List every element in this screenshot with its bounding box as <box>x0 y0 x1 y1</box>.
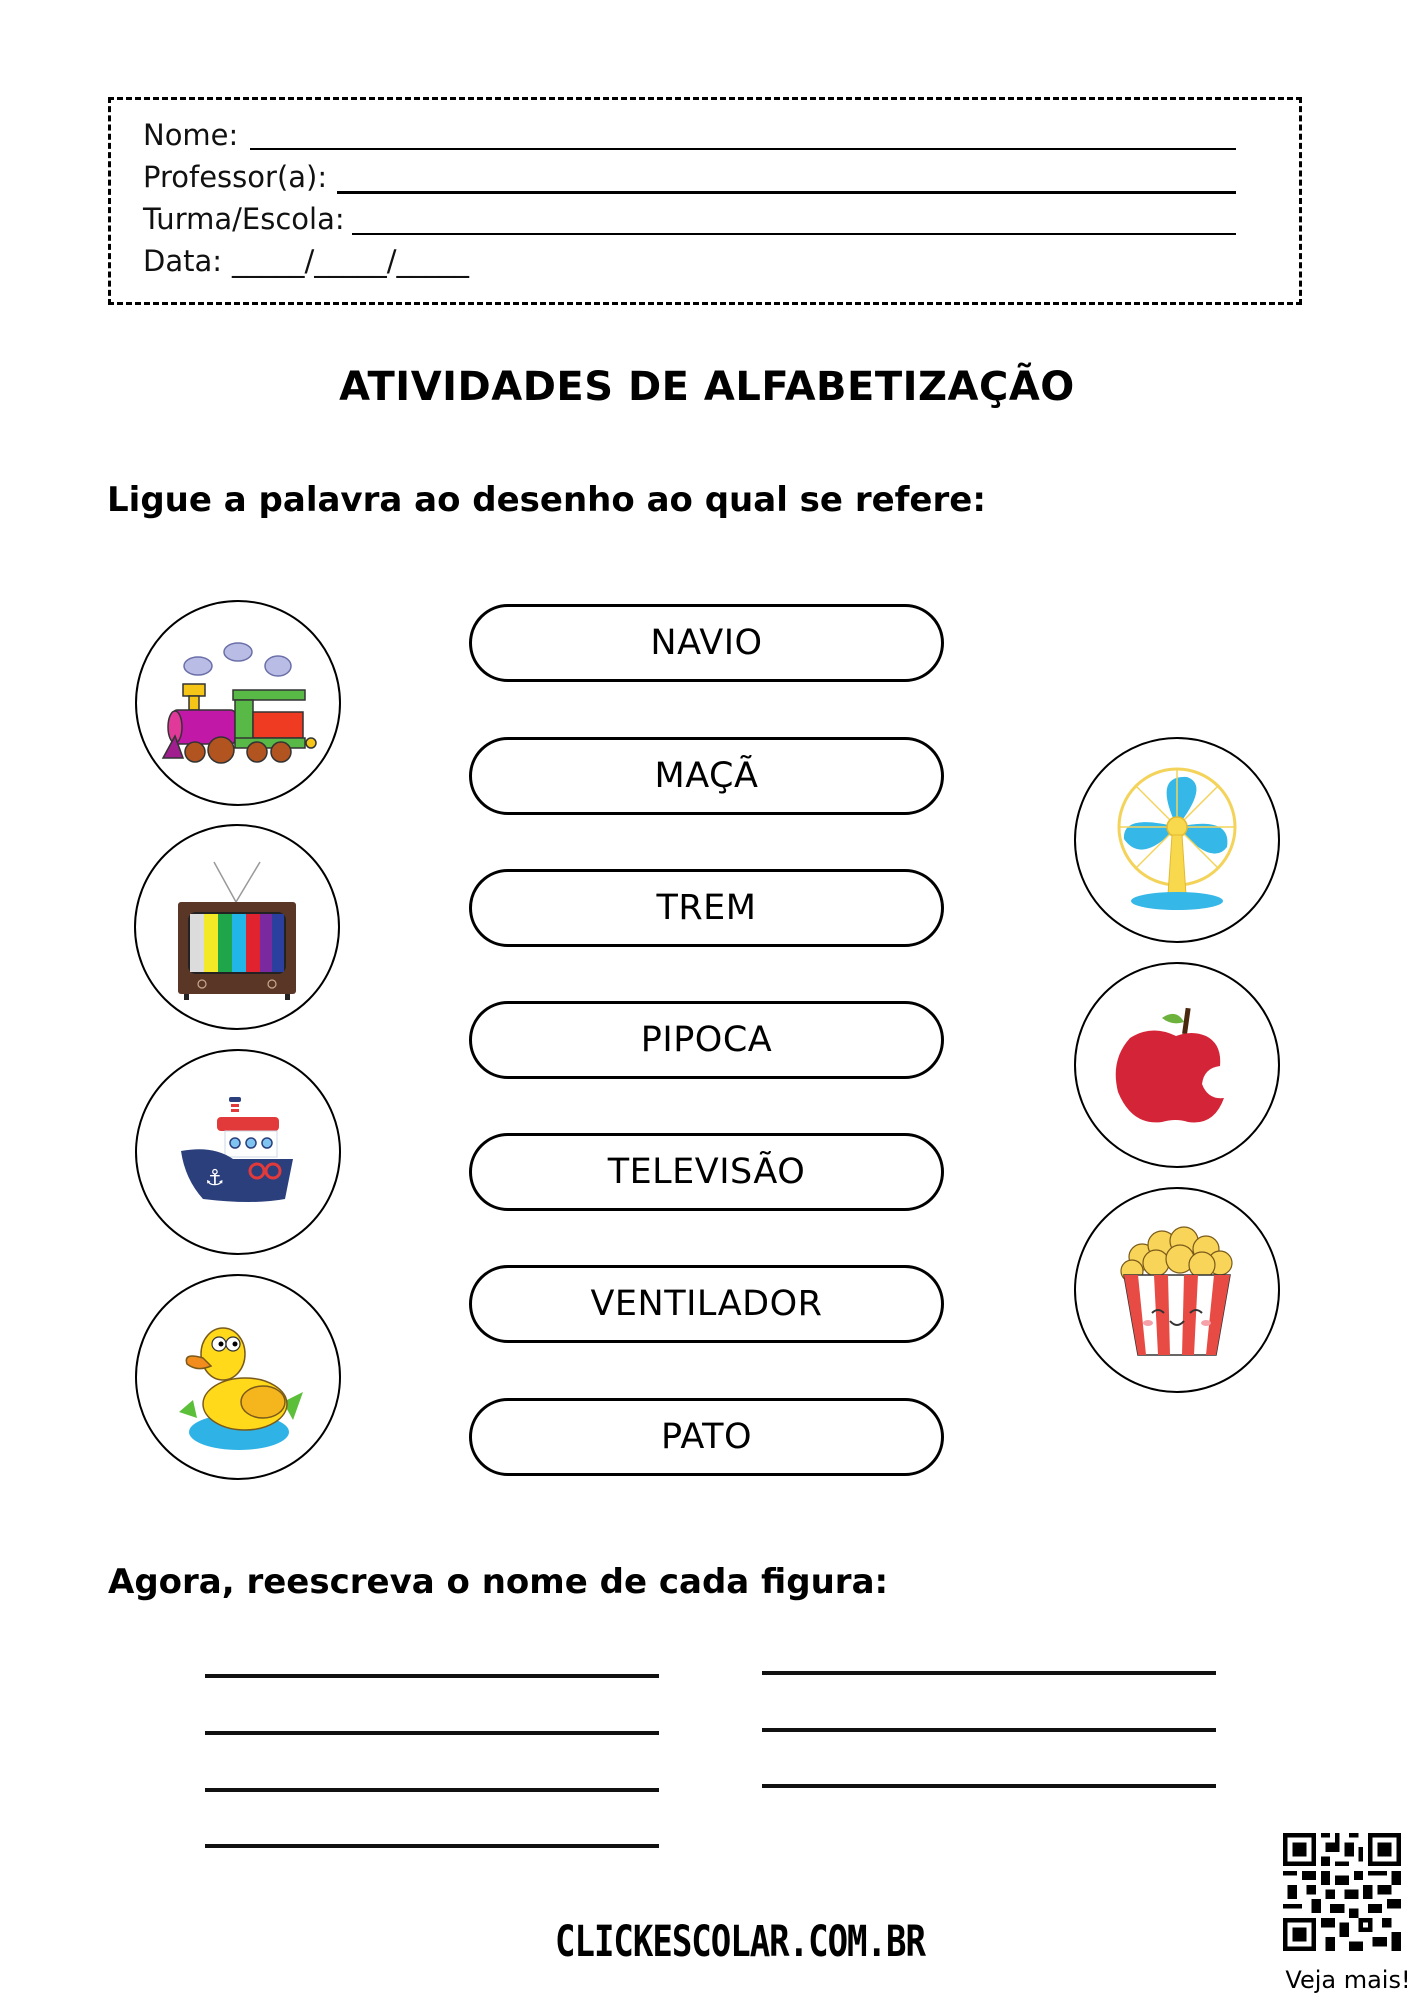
train-icon <box>153 618 323 788</box>
class-school-field-label: Turma/Escola: <box>143 202 345 236</box>
word-pill-pato[interactable]: PATO <box>469 1398 944 1476</box>
qr-caption: Veja mais! <box>1285 1966 1411 1994</box>
word-pill-televisao[interactable]: TELEVISÃO <box>469 1133 944 1211</box>
teacher-field-line[interactable] <box>337 191 1236 194</box>
answer-line-3[interactable] <box>205 1788 659 1792</box>
word-pill-ventilador[interactable]: VENTILADOR <box>469 1265 944 1343</box>
name-field-line[interactable] <box>250 148 1236 150</box>
name-field-label: Nome: <box>143 118 239 152</box>
date-field[interactable] <box>143 239 469 279</box>
ship-icon <box>153 1067 323 1237</box>
popcorn-icon <box>1092 1205 1262 1375</box>
picture-circle-popcorn[interactable] <box>1074 1187 1280 1393</box>
page-title: ATIVIDADES DE ALFABETIZAÇÃO <box>339 364 1075 410</box>
answer-line-1[interactable] <box>205 1674 659 1678</box>
answer-line-4[interactable] <box>205 1844 659 1848</box>
apple-icon <box>1092 980 1262 1150</box>
word-pill-maca[interactable]: MAÇÃ <box>469 737 944 815</box>
answer-line-6[interactable] <box>762 1728 1216 1732</box>
class-school-field-line[interactable] <box>352 233 1236 235</box>
picture-circle-fan[interactable] <box>1074 737 1280 943</box>
answer-line-5[interactable] <box>762 1671 1216 1675</box>
answer-line-7[interactable] <box>762 1784 1216 1788</box>
word-pill-navio[interactable]: NAVIO <box>469 604 944 682</box>
picture-circle-apple[interactable] <box>1074 962 1280 1168</box>
date-field-blanks[interactable]: _____/_____/_____ <box>232 244 470 278</box>
television-icon <box>152 842 322 1012</box>
qr-code-icon[interactable] <box>1283 1832 1401 1952</box>
date-field-label: Data: <box>143 244 223 278</box>
word-pill-pipoca[interactable]: PIPOCA <box>469 1001 944 1079</box>
answer-line-2[interactable] <box>205 1731 659 1735</box>
picture-circle-duck[interactable] <box>135 1274 341 1480</box>
teacher-field-label: Professor(a): <box>143 160 328 194</box>
fan-icon <box>1092 755 1262 925</box>
picture-circle-television[interactable] <box>134 824 340 1030</box>
rewrite-instruction: Agora, reescreva o nome de cada figura: <box>108 1562 889 1602</box>
site-brand-link[interactable]: CLICKESCOLAR.COM.BR <box>555 1917 925 1967</box>
picture-circle-train[interactable] <box>135 600 341 806</box>
duck-icon <box>153 1292 323 1462</box>
word-pill-trem[interactable]: TREM <box>469 869 944 947</box>
match-instruction: Ligue a palavra ao desenho ao qual se refere: <box>107 480 986 520</box>
svg-text:⚓: ⚓ <box>205 1166 225 1191</box>
picture-circle-ship[interactable] <box>135 1049 341 1255</box>
